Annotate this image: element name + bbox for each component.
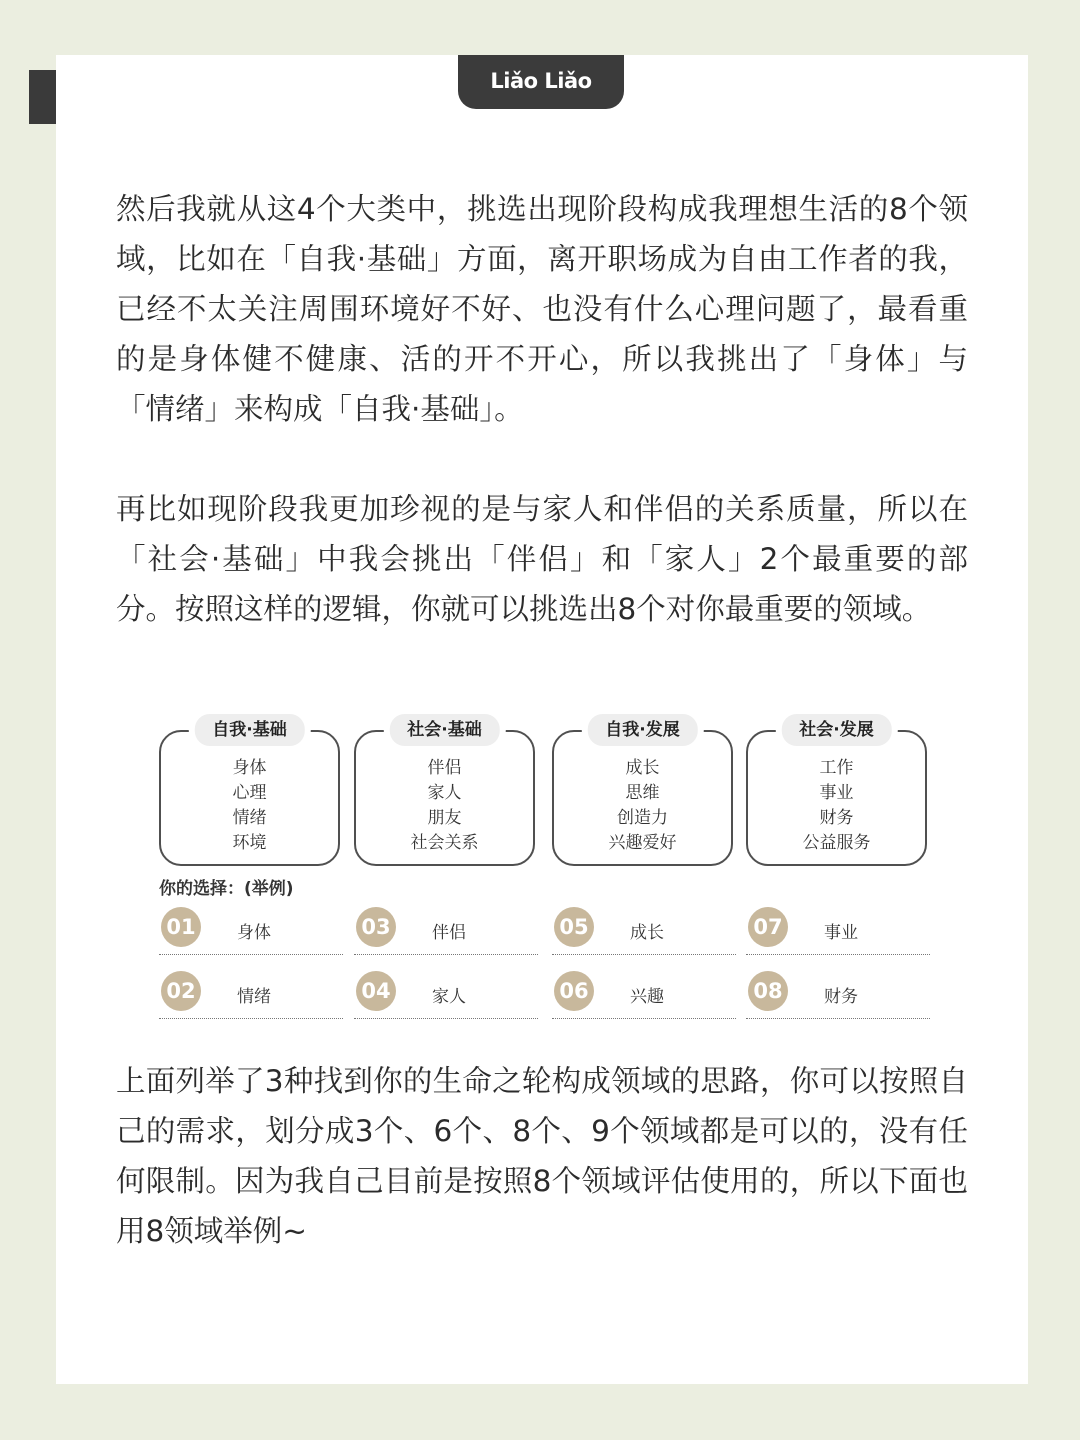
category-box-social-foundation [354, 720, 535, 866]
category-box-self-foundation [159, 720, 340, 866]
category-items [554, 756, 731, 856]
category-item: 公益服务 [802, 833, 871, 853]
pick-number-badge: 08 [748, 971, 788, 1011]
pick-item [746, 968, 930, 1019]
category-box-social-development [746, 720, 927, 866]
pick-item [354, 968, 538, 1019]
life-wheel-domain-diagram [155, 712, 935, 1030]
category-items [356, 756, 533, 856]
pick-number-badge: 05 [554, 907, 594, 947]
brand-logo: Liǎo Liǎo [458, 55, 624, 109]
category-title: 自我·基础 [194, 714, 304, 746]
category-item: 兴趣爱好 [608, 833, 677, 853]
category-items [748, 756, 925, 856]
pick-label: 情绪 [237, 987, 271, 1007]
category-item: 工作 [819, 758, 854, 778]
pick-item [552, 904, 736, 955]
category-item: 财务 [819, 808, 854, 828]
pick-label: 财务 [824, 987, 858, 1007]
category-item: 伴侣 [427, 758, 462, 778]
category-title: 社会·基础 [389, 714, 499, 746]
side-tab-marker [29, 70, 56, 124]
choice-label: 你的选择：(举例) [159, 879, 294, 899]
pick-label: 身体 [237, 923, 271, 943]
category-item: 成长 [625, 758, 660, 778]
category-box-self-development [552, 720, 733, 866]
category-title: 自我·发展 [587, 714, 697, 746]
category-item: 环境 [232, 833, 267, 853]
category-item: 朋友 [427, 808, 462, 828]
paragraph-1: 然后我就从这4个大类中，挑选出现阶段构成我理想生活的8个领域，比如在「自我·基础」方面，离开职场成为自由工作者的我，已经不太关注周围环境好不好、也没有什么心理问题了，最看重的是身体健不健康、活的开不开心，所以我挑出了「身体」与「情绪」来构成「自我·基础」。 [116, 192, 968, 426]
category-item: 社会关系 [410, 833, 479, 853]
category-item: 心理 [232, 783, 267, 803]
pick-label: 家人 [432, 987, 466, 1007]
category-item: 事业 [819, 783, 854, 803]
pick-number-badge: 04 [356, 971, 396, 1011]
pick-label: 伴侣 [432, 923, 466, 943]
pick-item [159, 968, 343, 1019]
pick-item [354, 904, 538, 955]
pick-number-badge: 06 [554, 971, 594, 1011]
category-title: 社会·发展 [781, 714, 891, 746]
category-item: 家人 [427, 783, 462, 803]
pick-label: 事业 [824, 923, 858, 943]
pick-number-badge: 01 [161, 907, 201, 947]
category-item: 身体 [232, 758, 267, 778]
pick-item [746, 904, 930, 955]
pick-label: 兴趣 [630, 987, 664, 1007]
pick-number-badge: 03 [356, 907, 396, 947]
paragraph-3: 上面列举了3种找到你的生命之轮构成领域的思路，你可以按照自己的需求，划分成3个、6个、8个、9个领域都是可以的，没有任何限制。因为我自己目前是按照8个领域评估使用的，所以下面也用8领域举例~ [116, 1064, 968, 1248]
pick-label: 成长 [630, 923, 664, 943]
pick-item [552, 968, 736, 1019]
pick-item [159, 904, 343, 955]
pick-number-badge: 07 [748, 907, 788, 947]
category-item: 情绪 [232, 808, 267, 828]
paragraph-2: 再比如现阶段我更加珍视的是与家人和伴侣的关系质量，所以在「社会·基础」中我会挑出「伴侣」和「家人」2个最重要的部分。按照这样的逻辑，你就可以挑选出8个对你最重要的领域。 [116, 492, 968, 626]
category-item: 创造力 [617, 808, 668, 828]
pick-number-badge: 02 [161, 971, 201, 1011]
category-item: 思维 [625, 783, 660, 803]
category-items [161, 756, 338, 856]
